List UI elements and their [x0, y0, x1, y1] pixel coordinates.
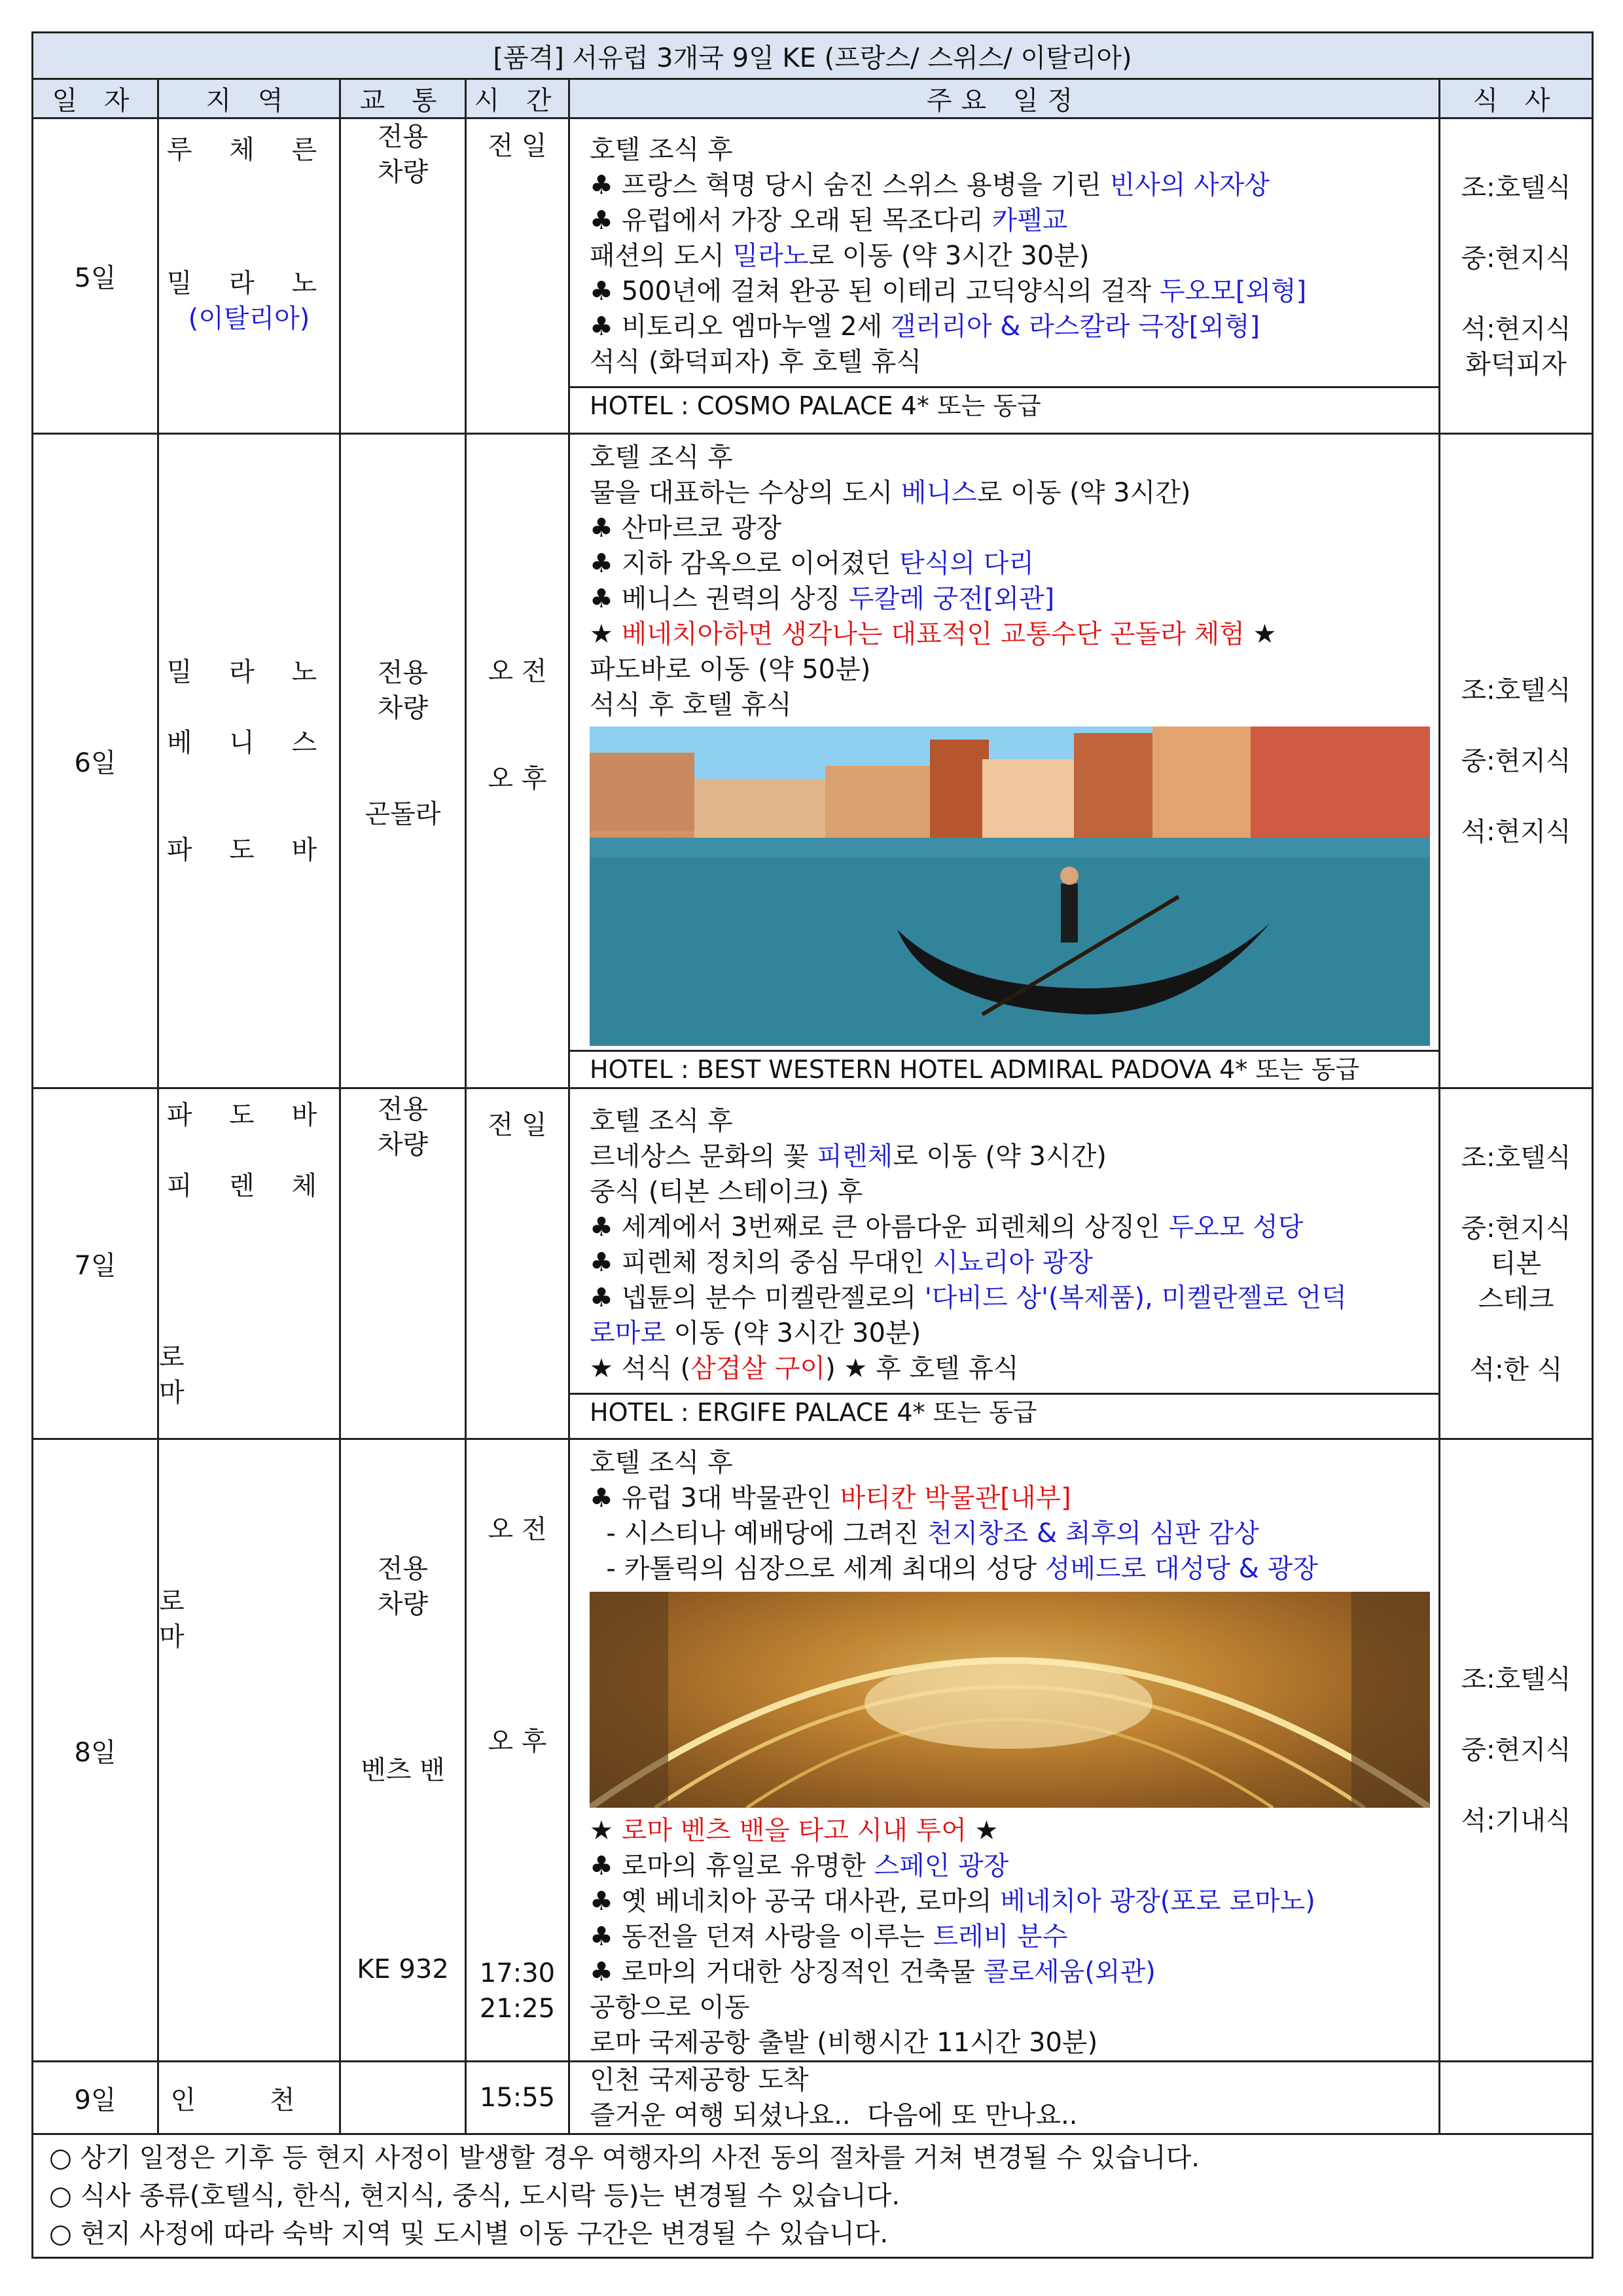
region-name: 밀 라 노 [166, 656, 332, 687]
day-label: 5일 [33, 118, 158, 434]
schedule-cell [569, 2062, 1440, 2134]
region-name: 인 천 [170, 2085, 328, 2115]
notes-row [33, 2134, 1593, 2258]
day-row-9 [33, 2062, 1593, 2134]
schedule-line: ♣ 동전을 던져 사랑을 이루는 트레비 분수 [590, 1922, 1068, 1952]
time-text: 21:25 [479, 1994, 556, 2024]
transport-text: 벤츠 밴 [361, 1755, 445, 1785]
meal-cell [1440, 1088, 1593, 1439]
transport-text: 전용 [377, 1094, 429, 1124]
day-row-6 [33, 434, 1593, 1088]
transport-text: 차량 [377, 692, 429, 723]
time-cell [466, 1088, 569, 1439]
region-name: 베 니 스 [166, 727, 332, 758]
note-line: ○ 식사 종류(호텔식, 한식, 현지식, 중식, 도시락 등)는 변경될 수 있습니다. [49, 2181, 901, 2211]
transport-text: 차량 [377, 1589, 429, 1619]
day-label: 9일 [33, 2062, 158, 2134]
region-cell [158, 434, 340, 1088]
schedule-line: ♣ 유럽 3대 박물관인 바티칸 박물관[내부] [590, 1483, 1071, 1513]
schedule-line: ♣ 유럽에서 가장 오래 된 목조다리 카펠교 [590, 206, 1068, 236]
day-label: 6일 [33, 434, 158, 1088]
schedule-line: 석식 (화덕피자) 후 호텔 휴식 [590, 347, 922, 377]
transport-cell [340, 434, 466, 1088]
meal-lunch: 중:현지식 [1461, 1735, 1571, 1765]
meal-breakfast: 조:호텔식 [1461, 1664, 1571, 1695]
schedule-line: 로마로 이동 (약 3시간 30분) [590, 1318, 921, 1348]
itinerary-table [31, 31, 1594, 2259]
schedule-line: ♣ 베니스 권력의 상징 두칼레 궁전[외관] [590, 584, 1055, 614]
transport-cell [340, 2062, 466, 2134]
schedule-line: 즐거운 여행 되셨나요.. 다음에 또 만나요.. [590, 2100, 1078, 2130]
time-cell [466, 434, 569, 1088]
schedule-line: 물을 대표하는 수상의 도시 베니스로 이동 (약 3시간) [590, 478, 1191, 508]
time-cell [466, 118, 569, 434]
page-title: [품격] 서유럽 3개국 9일 KE (프랑스/ 스위스/ 이탈리아) [33, 33, 1593, 79]
flight-number: KE 932 [357, 1954, 449, 1984]
schedule-line: 호텔 조식 후 [590, 442, 733, 473]
hotel-info: HOTEL : BEST WESTERN HOTEL ADMIRAL PADOVA 4* 또는 동급 [570, 1050, 1438, 1087]
time-text: 전 일 [488, 1110, 547, 1140]
schedule-line: ♣ 로마의 휴일로 유명한 스페인 광장 [590, 1851, 1009, 1881]
day-row-8 [33, 1439, 1593, 2062]
schedule-line: 석식 후 호텔 휴식 [590, 690, 792, 720]
schedule-line: ♣ 로마의 거대한 상징적인 건축물 콜로세움(외관) [590, 1957, 1156, 1987]
schedule-line: ♣ 500년에 걸쳐 완공 된 이테리 고딕양식의 걸작 두오모[외형] [590, 276, 1307, 306]
meal-breakfast: 조:호텔식 [1461, 172, 1571, 203]
schedule-line: ♣ 세계에서 3번째로 큰 아름다운 피렌체의 상징인 두오모 성당 [590, 1212, 1304, 1242]
time-text: 오 전 [488, 1515, 547, 1545]
transport-text: 곤돌라 [365, 798, 441, 829]
schedule-line: ♣ 피렌체 정치의 중심 무대인 시뇨리아 광장 [590, 1247, 1094, 1278]
meal-cell [1440, 2062, 1593, 2134]
region-cell [158, 1439, 340, 2062]
time-cell [466, 2062, 569, 2134]
schedule-line: 인천 국제공항 도착 [590, 2065, 809, 2095]
header-row [33, 79, 1593, 118]
schedule-cell [569, 1088, 1440, 1439]
time-text: 오 후 [488, 763, 547, 794]
schedule-line: 패션의 도시 밀라노로 이동 (약 3시간 30분) [590, 241, 1090, 271]
time-text: 전 일 [488, 131, 547, 161]
time-text: 17:30 [479, 1958, 556, 1988]
meal-cell [1440, 434, 1593, 1088]
transport-text: 차량 [377, 1130, 429, 1160]
schedule-cell [569, 118, 1440, 434]
header-schedule: 주요 일정 [569, 79, 1440, 118]
transport-cell [340, 1088, 466, 1439]
meal-lunch: 중:현지식 [1461, 243, 1571, 274]
meal-breakfast: 조:호텔식 [1461, 1142, 1571, 1173]
region-name: 파 도 바 [166, 1100, 332, 1130]
region-name: 루 체 른 [166, 134, 332, 165]
schedule-line: 공항으로 이동 [590, 1992, 750, 2022]
region-name: 로 마 [159, 1587, 247, 1652]
meal-note: 스테크 [1478, 1283, 1554, 1314]
header-day: 일 자 [33, 79, 158, 118]
meal-dinner: 석:현지식 [1461, 314, 1571, 344]
notes-cell [33, 2134, 1593, 2258]
meal-note: 화덕피자 [1465, 349, 1567, 380]
vatican-ceiling-photo [590, 1592, 1430, 1808]
schedule-line: ♣ 지하 감옥으로 이어졌던 탄식의 다리 [590, 548, 1035, 579]
transport-cell [340, 1439, 466, 2062]
itinerary-page [31, 31, 1592, 2259]
region-cell [158, 1088, 340, 1439]
venice-gondola-photo [590, 726, 1430, 1046]
meal-cell [1440, 1439, 1593, 2062]
region-name: 피 렌 체 [166, 1170, 332, 1201]
meal-lunch: 중:현지식 [1461, 745, 1571, 776]
schedule-line: ♣ 비토리오 엠마누엘 2세 갤러리아 & 라스칼라 극장[외형] [590, 312, 1260, 342]
header-region: 지 역 [158, 79, 340, 118]
schedule-line: 호텔 조식 후 [590, 1106, 733, 1136]
meal-lunch: 중:현지식 [1461, 1213, 1571, 1244]
header-time: 시 간 [466, 79, 569, 118]
region-name: 파 도 바 [166, 834, 332, 865]
region-name: 밀 라 노 [166, 268, 332, 298]
schedule-line: 로마 국제공항 출발 (비행시간 11시간 30분) [590, 2028, 1098, 2058]
schedule-line: ★ 로마 벤츠 밴을 타고 시내 투어 ★ [590, 1816, 999, 1846]
schedule-line: ♣ 프랑스 혁명 당시 숨진 스위스 용병을 기린 빈사의 사자상 [590, 170, 1270, 200]
meal-dinner: 석:기내식 [1461, 1806, 1571, 1836]
schedule-line: 중식 (티본 스테이크) 후 [590, 1177, 863, 1207]
region-country: (이탈리아) [188, 303, 310, 334]
transport-cell [340, 118, 466, 434]
transport-text: 전용 [377, 122, 429, 152]
transport-text: 전용 [377, 657, 429, 688]
header-meal: 식 사 [1440, 79, 1593, 118]
meal-note: 티본 [1490, 1248, 1542, 1279]
meal-dinner: 석:한 식 [1469, 1354, 1563, 1385]
transport-text: 차량 [377, 157, 429, 187]
region-name: 로 마 [159, 1342, 247, 1408]
meal-cell [1440, 118, 1593, 434]
note-line: ○ 현지 사정에 따라 숙박 지역 및 도시별 이동 구간은 변경될 수 있습니다. [49, 2219, 889, 2249]
schedule-line: - 시스티나 예배당에 그려진 천지창조 & 최후의 심판 감상 [590, 1518, 1259, 1549]
schedule-line: 르네상스 문화의 꽃 피렌체로 이동 (약 3시간) [590, 1141, 1107, 1172]
time-text: 오 후 [488, 1727, 547, 1757]
time-text: 오 전 [488, 656, 547, 687]
region-cell [158, 2062, 340, 2134]
region-cell [158, 118, 340, 434]
header-transport: 교 통 [340, 79, 466, 118]
day-row-7 [33, 1088, 1593, 1439]
schedule-line: ♣ 산마르코 광장 [590, 513, 782, 543]
meal-dinner: 석:현지식 [1461, 816, 1571, 847]
day-label: 7일 [33, 1088, 158, 1439]
hotel-info: HOTEL : COSMO PALACE 4* 또는 동급 [570, 386, 1438, 423]
day-row-5 [33, 118, 1593, 434]
schedule-cell [569, 1439, 1440, 2062]
schedule-line: 호텔 조식 후 [590, 1448, 733, 1478]
schedule-line: ♣ 옛 베네치아 공국 대사관, 로마의 베네치아 광장(포로 로마노) [590, 1886, 1315, 1916]
schedule-line: - 카톨릭의 심장으로 세계 최대의 성당 성베드로 대성당 & 광장 [590, 1554, 1318, 1584]
time-cell [466, 1439, 569, 2062]
schedule-cell [569, 434, 1440, 1088]
hotel-info: HOTEL : ERGIFE PALACE 4* 또는 동급 [570, 1393, 1438, 1430]
day-label: 8일 [33, 1439, 158, 2062]
transport-text: 전용 [377, 1554, 429, 1584]
meal-breakfast: 조:호텔식 [1461, 675, 1571, 706]
schedule-line: 파도바로 이동 (약 50분) [590, 655, 871, 685]
schedule-line: ★ 베네치아하면 생각나는 대표적인 교통수단 곤돌라 체험 ★ [590, 619, 1277, 649]
note-line: ○ 상기 일정은 기후 등 현지 사정이 발생할 경우 여행자의 사전 동의 절차를 거쳐 변경될 수 있습니다. [49, 2143, 1200, 2173]
time-text: 15:55 [479, 2083, 556, 2113]
schedule-line: 호텔 조식 후 [590, 135, 733, 165]
schedule-line: ♣ 넵튠의 분수 미켈란젤로의 '다비드 상'(복제품), 미켈란젤로 언덕 [590, 1283, 1347, 1313]
schedule-line: ★ 석식 (삼겹살 구이) ★ 후 호텔 휴식 [590, 1354, 1019, 1384]
